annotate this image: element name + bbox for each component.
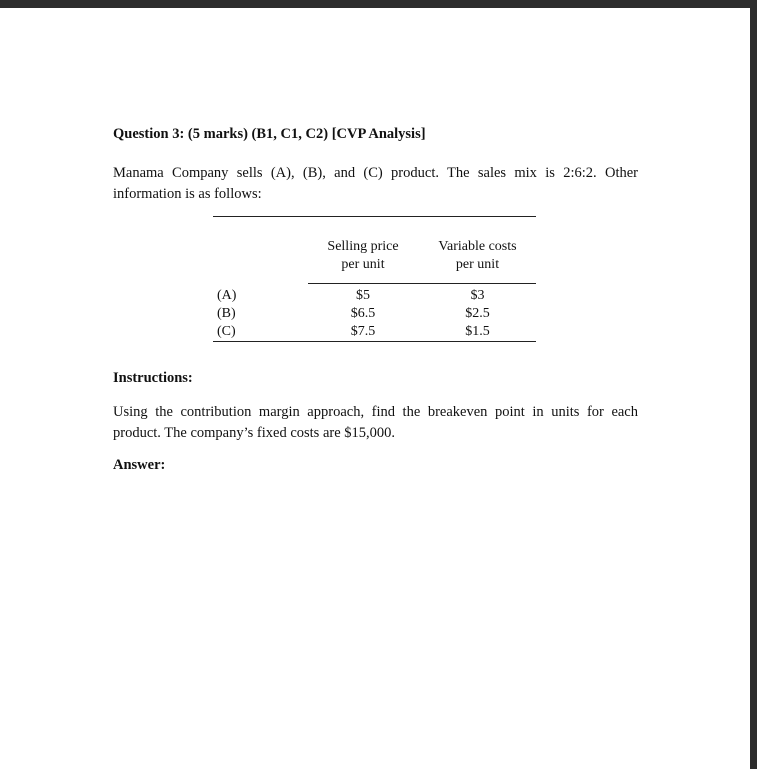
question-intro: Manama Company sells (A), (B), and (C) product. The sales mix is 2:6:2. Other information is as follows: bbox=[113, 165, 638, 202]
variable-cost-b: $2.5 bbox=[465, 306, 490, 321]
row-label-b: (B) bbox=[217, 306, 236, 321]
selling-price-b: $6.5 bbox=[350, 306, 376, 321]
header-variable-costs bbox=[420, 238, 535, 274]
selling-price-c: $7.5 bbox=[350, 324, 376, 339]
instructions-label: Instructions: bbox=[113, 370, 193, 386]
table-bottom-rule bbox=[213, 341, 536, 342]
window-top-bar bbox=[0, 0, 757, 8]
instructions-text: Using the contribution margin approach, find the breakeven point in units for each product. The company’s fixed costs are $15,000. bbox=[113, 404, 638, 441]
row-label-c: (C) bbox=[217, 324, 236, 339]
row-label-a: (A) bbox=[217, 288, 237, 303]
header-variable-costs-line1: Variable costs bbox=[438, 239, 517, 254]
variable-cost-a: $3 bbox=[470, 288, 485, 303]
question-heading: Question 3: (5 marks) (B1, C1, C2) [CVP Analysis] bbox=[113, 126, 426, 142]
header-selling-price-line1: Selling price bbox=[327, 239, 399, 254]
selling-price-a: $5 bbox=[356, 288, 370, 303]
window-scrollbar-edge bbox=[750, 0, 757, 769]
header-variable-costs-line2: per unit bbox=[455, 257, 500, 272]
answer-label: Answer: bbox=[113, 457, 166, 473]
variable-cost-c: $1.5 bbox=[465, 324, 490, 339]
header-selling-price bbox=[308, 238, 418, 274]
table-header-rule bbox=[308, 283, 536, 284]
document-page bbox=[0, 8, 750, 769]
header-selling-price-line2: per unit bbox=[341, 257, 385, 272]
table-top-rule bbox=[213, 216, 536, 217]
